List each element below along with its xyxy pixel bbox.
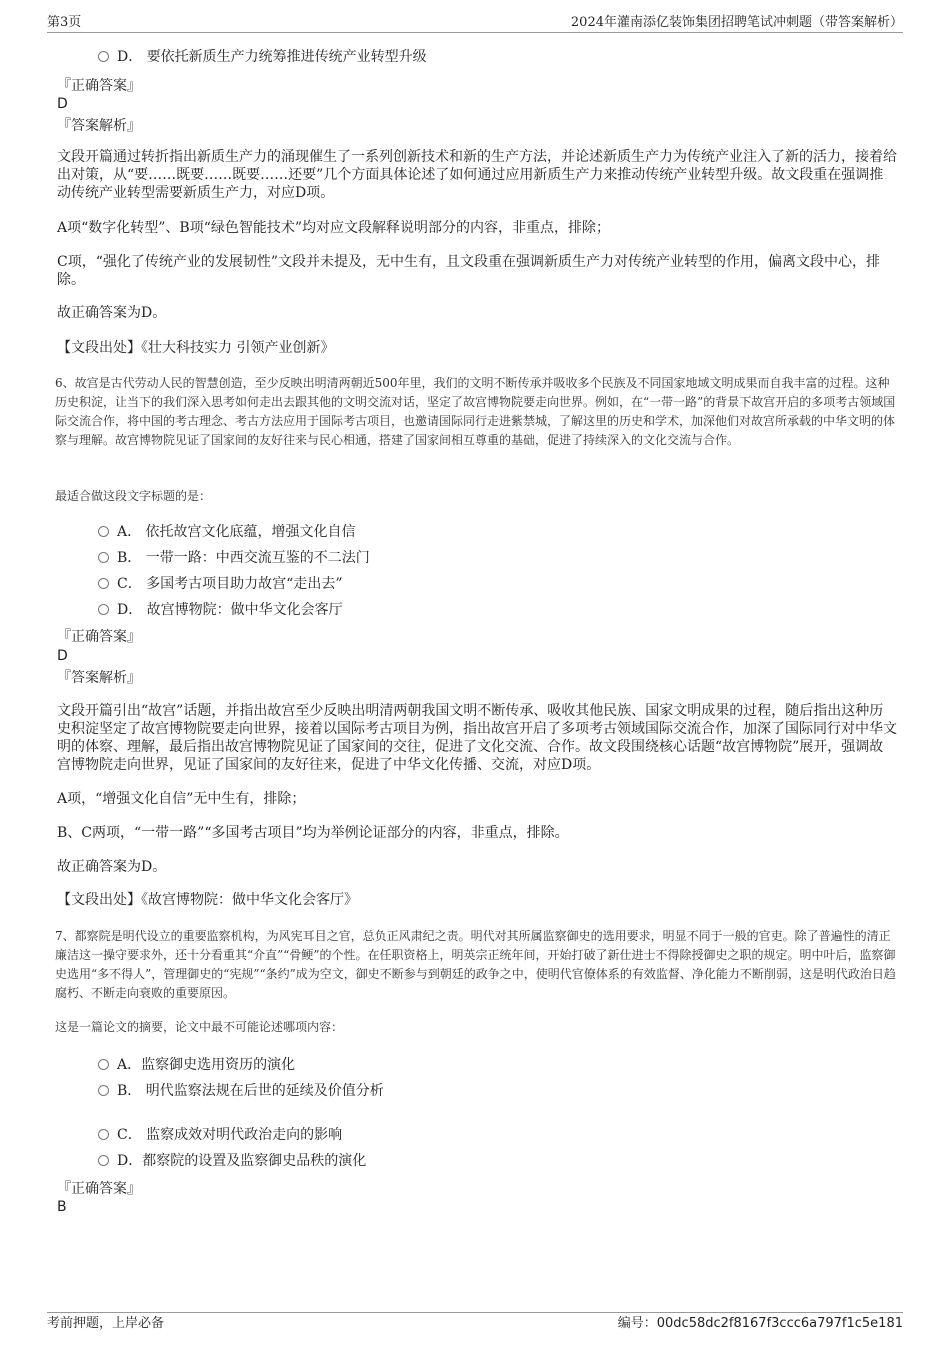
- q5-analysis-a: A项“数字化转型”、B项“绿色智能技术”均对应文段解释说明部分的内容，非重点，排除；: [57, 220, 611, 236]
- radio-icon[interactable]: [98, 1085, 109, 1096]
- q7-option-a[interactable]: A．监察御史选用资历的演化: [98, 1056, 295, 1074]
- q6-answer: D: [57, 648, 68, 664]
- q5-answer-label: 『正确答案』: [57, 78, 141, 94]
- q6-question: 最适合做这段文字标题的是：: [55, 489, 212, 503]
- q5-analysis-label: 『答案解析』: [57, 118, 141, 134]
- document-title: 2024年灌南添亿装饰集团招聘笔试冲刺题（带答案解析）: [570, 15, 903, 30]
- q5-source: 【文段出处】《壮大科技实力 引领产业创新》: [57, 340, 335, 356]
- q6-option-d[interactable]: D． 故宫博物院：做中华文化会客厅: [98, 601, 343, 619]
- radio-icon[interactable]: [98, 526, 109, 537]
- q5-answer: D: [57, 96, 68, 112]
- page-number: 第3页: [47, 15, 82, 30]
- radio-icon[interactable]: [98, 1059, 109, 1070]
- q6-answer-label: 『正确答案』: [57, 629, 141, 645]
- footer-slogan: 考前押题，上岸必备: [47, 1316, 165, 1331]
- page-header: [47, 14, 903, 33]
- q6-analysis-a: A项，“增强文化自信”无中生有，排除；: [57, 791, 306, 807]
- q6-analysis: 文段开篇引出“故宫”话题，并指出故宫至少反映出明清两朝我国文明不断传承、吸收其他民族、国家文明成果的过程，随后指出这种历史积淀坚定了故宫博物院要走向世界，接着以国际考古项目为例，指出故宫开启了多项考古领域国际交流合作，加深了国际同行对中华文明的体察、理解，最后指出故宫博物院见证了国家间的交往，促进了文化交流、合作。故文段围绕核心话题“故宫博物院”展开，强调故宫博物院走向世界，见证了国家间的友好往来，促进了中华文化传播、交流，对应D项。: [57, 703, 897, 773]
- q6-conclusion: 故正确答案为D。: [57, 859, 167, 875]
- q6-option-c[interactable]: C． 多国考古项目助力故宫“走出去”: [98, 575, 342, 593]
- q6-stem: 6、故宫是古代劳动人民的智慧创造，至少反映出明清两朝近500年里，我们的文明不断传承并吸收多个民族及不同国家地域文明成果而自我丰富的过程。这种历史积淀，让当下的我们深入思考如何走出去跟其他的文明交流对话，坚定了故宫博物院要走向世界。例如，在“一带一路”的背景下故宫开启的多项考古领域国际交流合作，将中国的考古理念、考古方法应用于国际考古项目，也邀请国际同行走进紫禁城，了解这里的历史和学术，加深他们对故宫所承载的中华文明的体察与理解。故宫博物院见证了国家间的友好往来与民心相通，搭建了国家间相互尊重的基础，促进了持续深入的文化交流与合作。: [55, 376, 896, 447]
- q7-stem: 7、都察院是明代设立的重要监察机构，为风宪耳目之官，总负正风肃纪之责。明代对其所属监察御史的选用要求，明显不同于一般的官吏。除了普遍性的清正廉洁这一操守要求外，还十分看重其“介直”“骨鲠”的个性。在任职资格上，明英宗正统年间，开始打破了新仕进士不得除授御史之职的规定。明中叶后，监察御史选用“多不得人”，管理御史的“宪规”“条约”成为空文，御史不断参与到朝廷的政争之中，使明代官僚体系的有效监督、净化能力不断削弱，这是明代政治日趋腐朽、不断走向衰败的重要原因。: [55, 929, 896, 1000]
- q7-question: 这是一篇论文的摘要，论文中最不可能论述哪项内容：: [55, 1020, 344, 1034]
- q7-answer-label: 『正确答案』: [57, 1181, 141, 1197]
- q7-option-d[interactable]: D．都察院的设置及监察御史品秩的演化: [98, 1152, 366, 1170]
- q6-analysis-label: 『答案解析』: [57, 670, 141, 686]
- q7-answer: B: [57, 1199, 67, 1215]
- document-id: 编号：00dc58dc2f8167f3ccc6a797f1c5e181: [617, 1316, 903, 1331]
- q5-analysis: 文段开篇通过转折指出新质生产力的涌现催生了一系列创新技术和新的生产方法，并论述新质生产力为传统产业注入了新的活力，接着给出对策，从“要……既要……既要……还要”几个方面具体论述了如何通过应用新质生产力来推动传统产业转型升级。故文段重在强调推动传统产业转型需要新质生产力，对应D项。: [57, 149, 897, 201]
- radio-icon[interactable]: [98, 604, 109, 615]
- radio-icon[interactable]: [98, 552, 109, 563]
- radio-icon[interactable]: [98, 1129, 109, 1140]
- q5-analysis-c: C项，“强化了传统产业的发展韧性”文段并未提及，无中生有，且文段重在强调新质生产力对传统产业转型的作用，偏离文段中心，排除。: [57, 254, 881, 288]
- q6-source: 【文段出处】《故宫博物院：做中华文化会客厅》: [57, 892, 358, 908]
- radio-icon[interactable]: [98, 1155, 109, 1166]
- radio-icon[interactable]: [98, 51, 109, 62]
- q6-analysis-bc: B、C两项，“一带一路”“多国考古项目”均为举例论证部分的内容，非重点，排除。: [57, 825, 569, 841]
- q7-option-b[interactable]: B． 明代监察法规在后世的延续及价值分析: [98, 1082, 384, 1100]
- q6-option-a[interactable]: A． 依托故宫文化底蕴，增强文化自信: [98, 523, 356, 541]
- q6-option-b[interactable]: B． 一带一路：中西交流互鉴的不二法门: [98, 549, 370, 567]
- q5-conclusion: 故正确答案为D。: [57, 305, 167, 321]
- page-footer: [47, 1312, 903, 1335]
- radio-icon[interactable]: [98, 578, 109, 589]
- q7-option-c[interactable]: C． 监察成效对明代政治走向的影响: [98, 1126, 342, 1144]
- q5-option-d[interactable]: D． 要依托新质生产力统筹推进传统产业转型升级: [98, 48, 427, 66]
